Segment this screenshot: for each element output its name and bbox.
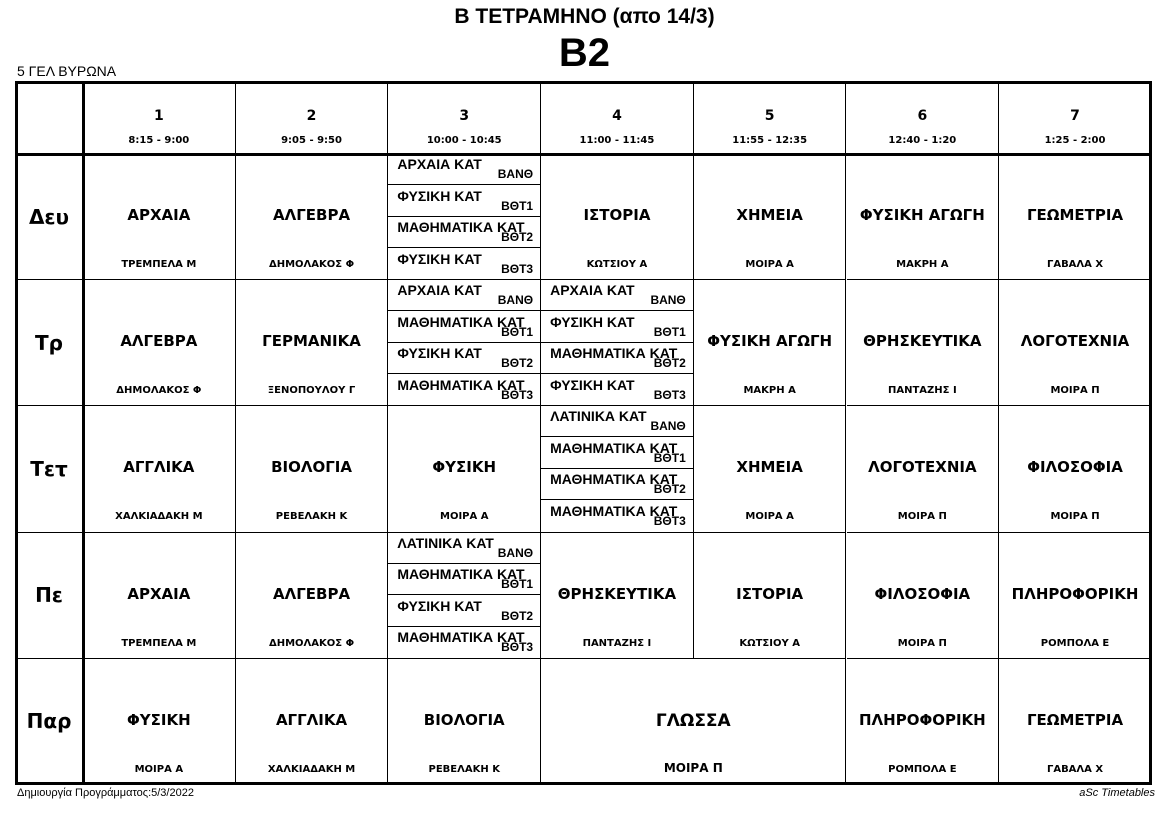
split-group: ΒΘΤ3 [501,640,534,655]
lesson-cell[interactable] [83,154,236,280]
lesson-teacher: ΜΟΙΡΑ Π [897,637,947,649]
split-group: ΒΘΤ1 [501,324,534,339]
lesson-subject: ΑΡΧΑΙΑ [127,584,191,603]
lesson-cell[interactable] [236,533,389,659]
split-subject: ΑΡΧΑΙΑ ΚΑΤ [397,156,482,172]
period-number: 1 [153,108,164,124]
day-column-divider [82,81,85,785]
header-corner [15,81,83,154]
lesson-subject: ΙΣΤΟΡΙΑ [736,584,804,603]
split-lesson[interactable] [541,375,693,407]
lesson-cell[interactable] [388,154,541,280]
lesson-teacher: ΜΟΙΡΑ Π [1050,385,1100,397]
lesson-subject: ΒΙΟΛΟΓΙΑ [271,458,352,477]
split-subject: ΦΥΣΙΚΗ ΚΑΤ [397,345,482,362]
period-header [847,81,1000,154]
lesson-teacher: ΠΑΝΤΑΖΗΣ Ι [582,637,652,649]
day-label [15,280,83,406]
split-lesson[interactable] [541,343,693,374]
lesson-cell[interactable] [847,533,1000,659]
period-number: 4 [612,108,622,124]
split-subject: ΜΑΘΗΜΑΤΙΚΑ ΚΑΤ [550,502,678,519]
lesson-cell[interactable] [83,659,236,785]
school-name: 5 ΓΕΛ ΒΥΡΩΝΑ [17,63,117,79]
lesson-cell[interactable] [236,280,389,406]
lesson-cell[interactable] [388,406,541,532]
lesson-teacher: ΚΩΤΣΙΟΥ Α [739,637,800,649]
split-lesson[interactable] [541,501,693,533]
lesson-subject: ΧΗΜΕΙΑ [736,206,803,224]
period-time: 11:55 - 12:35 [732,135,808,146]
lesson-cell[interactable] [999,154,1152,280]
period-time: 1:25 - 2:00 [1044,135,1106,146]
split-subject: ΦΥΣΙΚΗ ΚΑΤ [397,250,482,267]
split-subject: ΦΥΣΙΚΗ ΚΑΤ [397,597,482,614]
lesson-teacher: ΜΑΚΡΗ Α [896,259,949,270]
split-lesson[interactable] [388,343,540,374]
lesson-cell[interactable] [694,280,847,406]
split-lesson[interactable] [388,533,540,564]
split-subject: ΜΑΘΗΜΑΤΙΚΑ ΚΑΤ [550,471,678,488]
day-label [15,154,83,280]
lesson-cell[interactable] [388,659,541,785]
lesson-cell[interactable] [999,280,1152,406]
lesson-teacher: ΡΟΜΠΟΛΑ Ε [888,763,957,775]
lesson-subject: ΓΕΩΜΕΤΡΙΑ [1026,206,1124,224]
split-group: ΒΘΤ1 [653,324,686,339]
lesson-teacher: ΧΑΛΚΙΑΔΑΚΗ Μ [267,763,356,775]
split-group: ΒΑΝΘ [650,419,686,434]
lesson-teacher: ΓΑΒΑΛΑ Χ [1046,763,1104,775]
split-subject: ΦΥΣΙΚΗ ΚΑΤ [397,187,482,204]
split-lesson[interactable] [388,312,540,343]
lesson-cell[interactable] [999,533,1152,659]
lesson-teacher: ΡΟΜΠΟΛΑ Ε [1040,637,1110,649]
lesson-subject: ΦΙΛΟΣΟΦΙΑ [874,584,971,603]
lesson-subject: ΘΡΗΣΚΕΥΤΙΚΑ [557,584,677,603]
split-group: ΒΑΝΘ [650,293,686,308]
lesson-subject: ΑΓΓΛΙΚΑ [123,458,195,477]
day-label [15,533,83,659]
class-name: B2 [558,31,611,75]
lesson-cell[interactable] [83,406,236,532]
lesson-teacher: ΤΡΕΜΠΕΛΑ Μ [121,637,197,649]
period-number: 7 [1070,108,1080,124]
lesson-cell[interactable] [83,280,236,406]
split-group: ΒΘΤ2 [501,608,534,623]
timetable-title: Β ΤΕΤΡΑΜΗΝΟ (απο 14/3) [454,5,715,28]
split-subject: ΛΑΤΙΝΙΚΑ ΚΑΤ [397,534,494,551]
lesson-cell[interactable] [847,659,1000,785]
split-lesson[interactable] [388,249,540,281]
lesson-teacher: ΜΟΙΡΑ Α [134,763,184,775]
lesson-cell[interactable] [236,406,389,532]
split-group: ΒΘΤ1 [501,577,534,592]
lesson-subject: ΑΛΓΕΒΡΑ [273,584,351,603]
split-subject: ΜΑΘΗΜΑΤΙΚΑ ΚΑΤ [550,439,678,456]
lesson-teacher: ΜΟΙΡΑ Π [1050,511,1100,523]
lesson-cell[interactable] [83,533,236,659]
split-group: ΒΘΤ1 [653,450,686,465]
split-subject: ΜΑΘΗΜΑΤΙΚΑ ΚΑΤ [550,345,678,362]
split-subject: ΑΡΧΑΙΑ ΚΑΤ [397,282,482,299]
day-name: Δευ [28,204,70,229]
lesson-subject: ΒΙΟΛΟΓΙΑ [423,710,505,729]
split-subject: ΦΥΣΙΚΗ ΚΑΤ [550,313,635,330]
split-lesson[interactable] [388,186,540,217]
day-name: Τρ [35,330,63,355]
lesson-cell[interactable] [999,659,1152,785]
lesson-cell[interactable] [236,659,389,785]
lesson-cell[interactable] [847,154,1000,280]
split-subject: ΜΑΘΗΜΑΤΙΚΑ ΚΑΤ [397,629,525,646]
split-group: ΒΘΤ3 [501,387,534,402]
split-group: ΒΘΤ2 [653,356,686,371]
split-lesson[interactable] [388,217,540,248]
lesson-subject: ΘΡΗΣΚΕΥΤΙΚΑ [863,332,982,351]
lesson-teacher: ΜΟΙΡΑ Π [897,511,947,523]
lesson-subject: ΙΣΤΟΡΙΑ [583,206,651,224]
split-lesson[interactable] [388,627,540,659]
split-lesson[interactable] [388,154,540,185]
day-name: Παρ [26,709,72,734]
lesson-cell[interactable] [694,406,847,532]
lesson-teacher: ΞΕΝΟΠΟΥΛΟΥ Γ [267,385,356,397]
split-lesson[interactable] [541,280,693,311]
period-header [236,81,389,154]
timetable-grid [15,81,1152,785]
lesson-subject: ΑΛΓΕΒΡΑ [120,332,198,351]
split-group: ΒΘΤ1 [501,198,534,213]
split-lesson[interactable] [541,312,693,343]
lesson-cell[interactable] [999,406,1152,532]
split-lesson[interactable] [388,280,540,311]
lesson-subject: ΓΕΩΜΕΤΡΙΑ [1026,710,1124,729]
lesson-subject: ΛΟΓΟΤΕΧΝΙΑ [1020,332,1130,351]
period-number: 3 [459,108,470,124]
lesson-cell[interactable] [847,280,1000,406]
lesson-subject: ΓΕΡΜΑΝΙΚΑ [262,332,361,351]
period-time: 9:05 - 9:50 [281,135,342,146]
lesson-teacher: ΔΗΜΟΛΑΚΟΣ Φ [268,259,355,270]
split-subject: ΑΡΧΑΙΑ ΚΑΤ [550,282,635,299]
lesson-cell[interactable] [541,280,694,406]
split-lesson[interactable] [541,469,693,500]
lesson-cell[interactable] [694,154,847,280]
lesson-cell[interactable] [847,406,1000,532]
lesson-subject: ΧΗΜΕΙΑ [736,458,803,477]
creation-date: Δημιουργία Προγράμματος:5/3/2022 [17,787,194,799]
lesson-teacher: ΡΕΒΕΛΑΚΗ Κ [275,511,348,523]
period-number: 2 [306,108,317,124]
split-lesson[interactable] [388,596,540,627]
lesson-cell[interactable] [541,154,694,280]
split-subject: ΜΑΘΗΜΑΤΙΚΑ ΚΑΤ [397,376,525,393]
lesson-teacher: ΧΑΛΚΙΑΔΑΚΗ Μ [115,511,203,523]
day-label [15,659,83,785]
lesson-subject: ΦΥΣΙΚΗ ΑΓΩΓΗ [707,332,833,351]
lesson-subject: ΦΥΣΙΚΗ [127,710,191,729]
lesson-subject: ΦΥΣΙΚΗ [432,458,497,477]
lesson-cell[interactable] [388,280,541,406]
lesson-teacher: ΓΑΒΑΛΑ Χ [1046,259,1104,270]
split-group: ΒΘΤ3 [653,387,686,402]
period-header [999,81,1152,154]
split-lesson[interactable] [388,375,540,407]
split-group: ΒΑΝΘ [497,167,534,181]
lesson-teacher: ΠΑΝΤΑΖΗΣ Ι [887,385,957,397]
lesson-subject: ΠΛΗΡΟΦΟΡΙΚΗ [1011,584,1139,603]
period-header [541,81,694,154]
lesson-subject: ΦΥΣΙΚΗ ΑΓΩΓΗ [859,206,985,224]
split-group: ΒΘΤ3 [501,261,534,276]
lesson-teacher: ΔΗΜΟΛΑΚΟΣ Φ [268,637,355,649]
lesson-subject: ΦΙΛΟΣΟΦΙΑ [1027,458,1123,477]
lesson-cell[interactable] [236,154,389,280]
split-group: ΒΘΤ2 [653,482,686,497]
day-label [15,406,83,532]
lesson-teacher: ΤΡΕΜΠΕΛΑ Μ [121,259,197,270]
lesson-cell[interactable] [694,533,847,659]
period-time: 10:00 - 10:45 [426,135,502,146]
lesson-cell[interactable] [541,406,694,532]
lesson-teacher: ΜΟΙΡΑ Α [440,511,489,523]
lesson-subject: ΑΛΓΕΒΡΑ [273,206,351,224]
day-name: Τετ [30,456,68,481]
lesson-cell[interactable] [541,533,694,659]
lesson-teacher: ΜΟΙΡΑ Α [745,511,794,523]
split-lesson[interactable] [541,406,693,437]
split-lesson[interactable] [541,438,693,469]
period-time: 12:40 - 1:20 [888,135,957,146]
split-group: ΒΘΤ2 [501,230,534,244]
lesson-subject: ΛΟΓΟΤΕΧΝΙΑ [868,458,977,477]
split-group: ΒΘΤ2 [501,356,534,371]
lesson-cell[interactable] [541,659,846,785]
period-header [83,81,236,154]
lesson-teacher: ΜΑΚΡΗ Α [743,385,796,397]
header-row-divider [15,153,1152,156]
split-group: ΒΑΝΘ [497,293,534,308]
lesson-teacher: ΜΟΙΡΑ Π [663,760,723,775]
split-subject: ΜΑΘΗΜΑΤΙΚΑ ΚΑΤ [397,219,525,235]
period-number: 6 [917,108,928,124]
lesson-teacher: ΚΩΤΣΙΟΥ Α [586,259,648,270]
lesson-teacher: ΡΕΒΕΛΑΚΗ Κ [428,763,500,775]
software-credit: aSc Timetables [1079,787,1155,799]
period-time: 11:00 - 11:45 [579,135,655,146]
period-header [388,81,541,154]
split-subject: ΛΑΤΙΝΙΚΑ ΚΑΤ [550,408,647,425]
day-name: Πε [35,583,63,608]
lesson-subject: ΑΡΧΑΙΑ [127,206,191,224]
split-lesson[interactable] [388,564,540,595]
split-group: ΒΑΝΘ [497,545,534,560]
lesson-subject: ΓΛΩΣΣΑ [655,710,731,731]
period-header [694,81,847,154]
split-group: ΒΘΤ3 [653,513,686,528]
split-subject: ΦΥΣΙΚΗ ΚΑΤ [550,376,635,393]
period-time: 8:15 - 9:00 [128,135,190,146]
split-subject: ΜΑΘΗΜΑΤΙΚΑ ΚΑΤ [397,566,525,583]
period-number: 5 [764,108,775,124]
split-subject: ΜΑΘΗΜΑΤΙΚΑ ΚΑΤ [397,313,525,330]
lesson-subject: ΑΓΓΛΙΚΑ [275,710,348,729]
lesson-subject: ΠΛΗΡΟΦΟΡΙΚΗ [858,710,986,729]
lesson-teacher: ΜΟΙΡΑ Α [745,259,794,270]
lesson-teacher: ΔΗΜΟΛΑΚΟΣ Φ [116,385,202,397]
lesson-cell[interactable] [388,533,541,659]
